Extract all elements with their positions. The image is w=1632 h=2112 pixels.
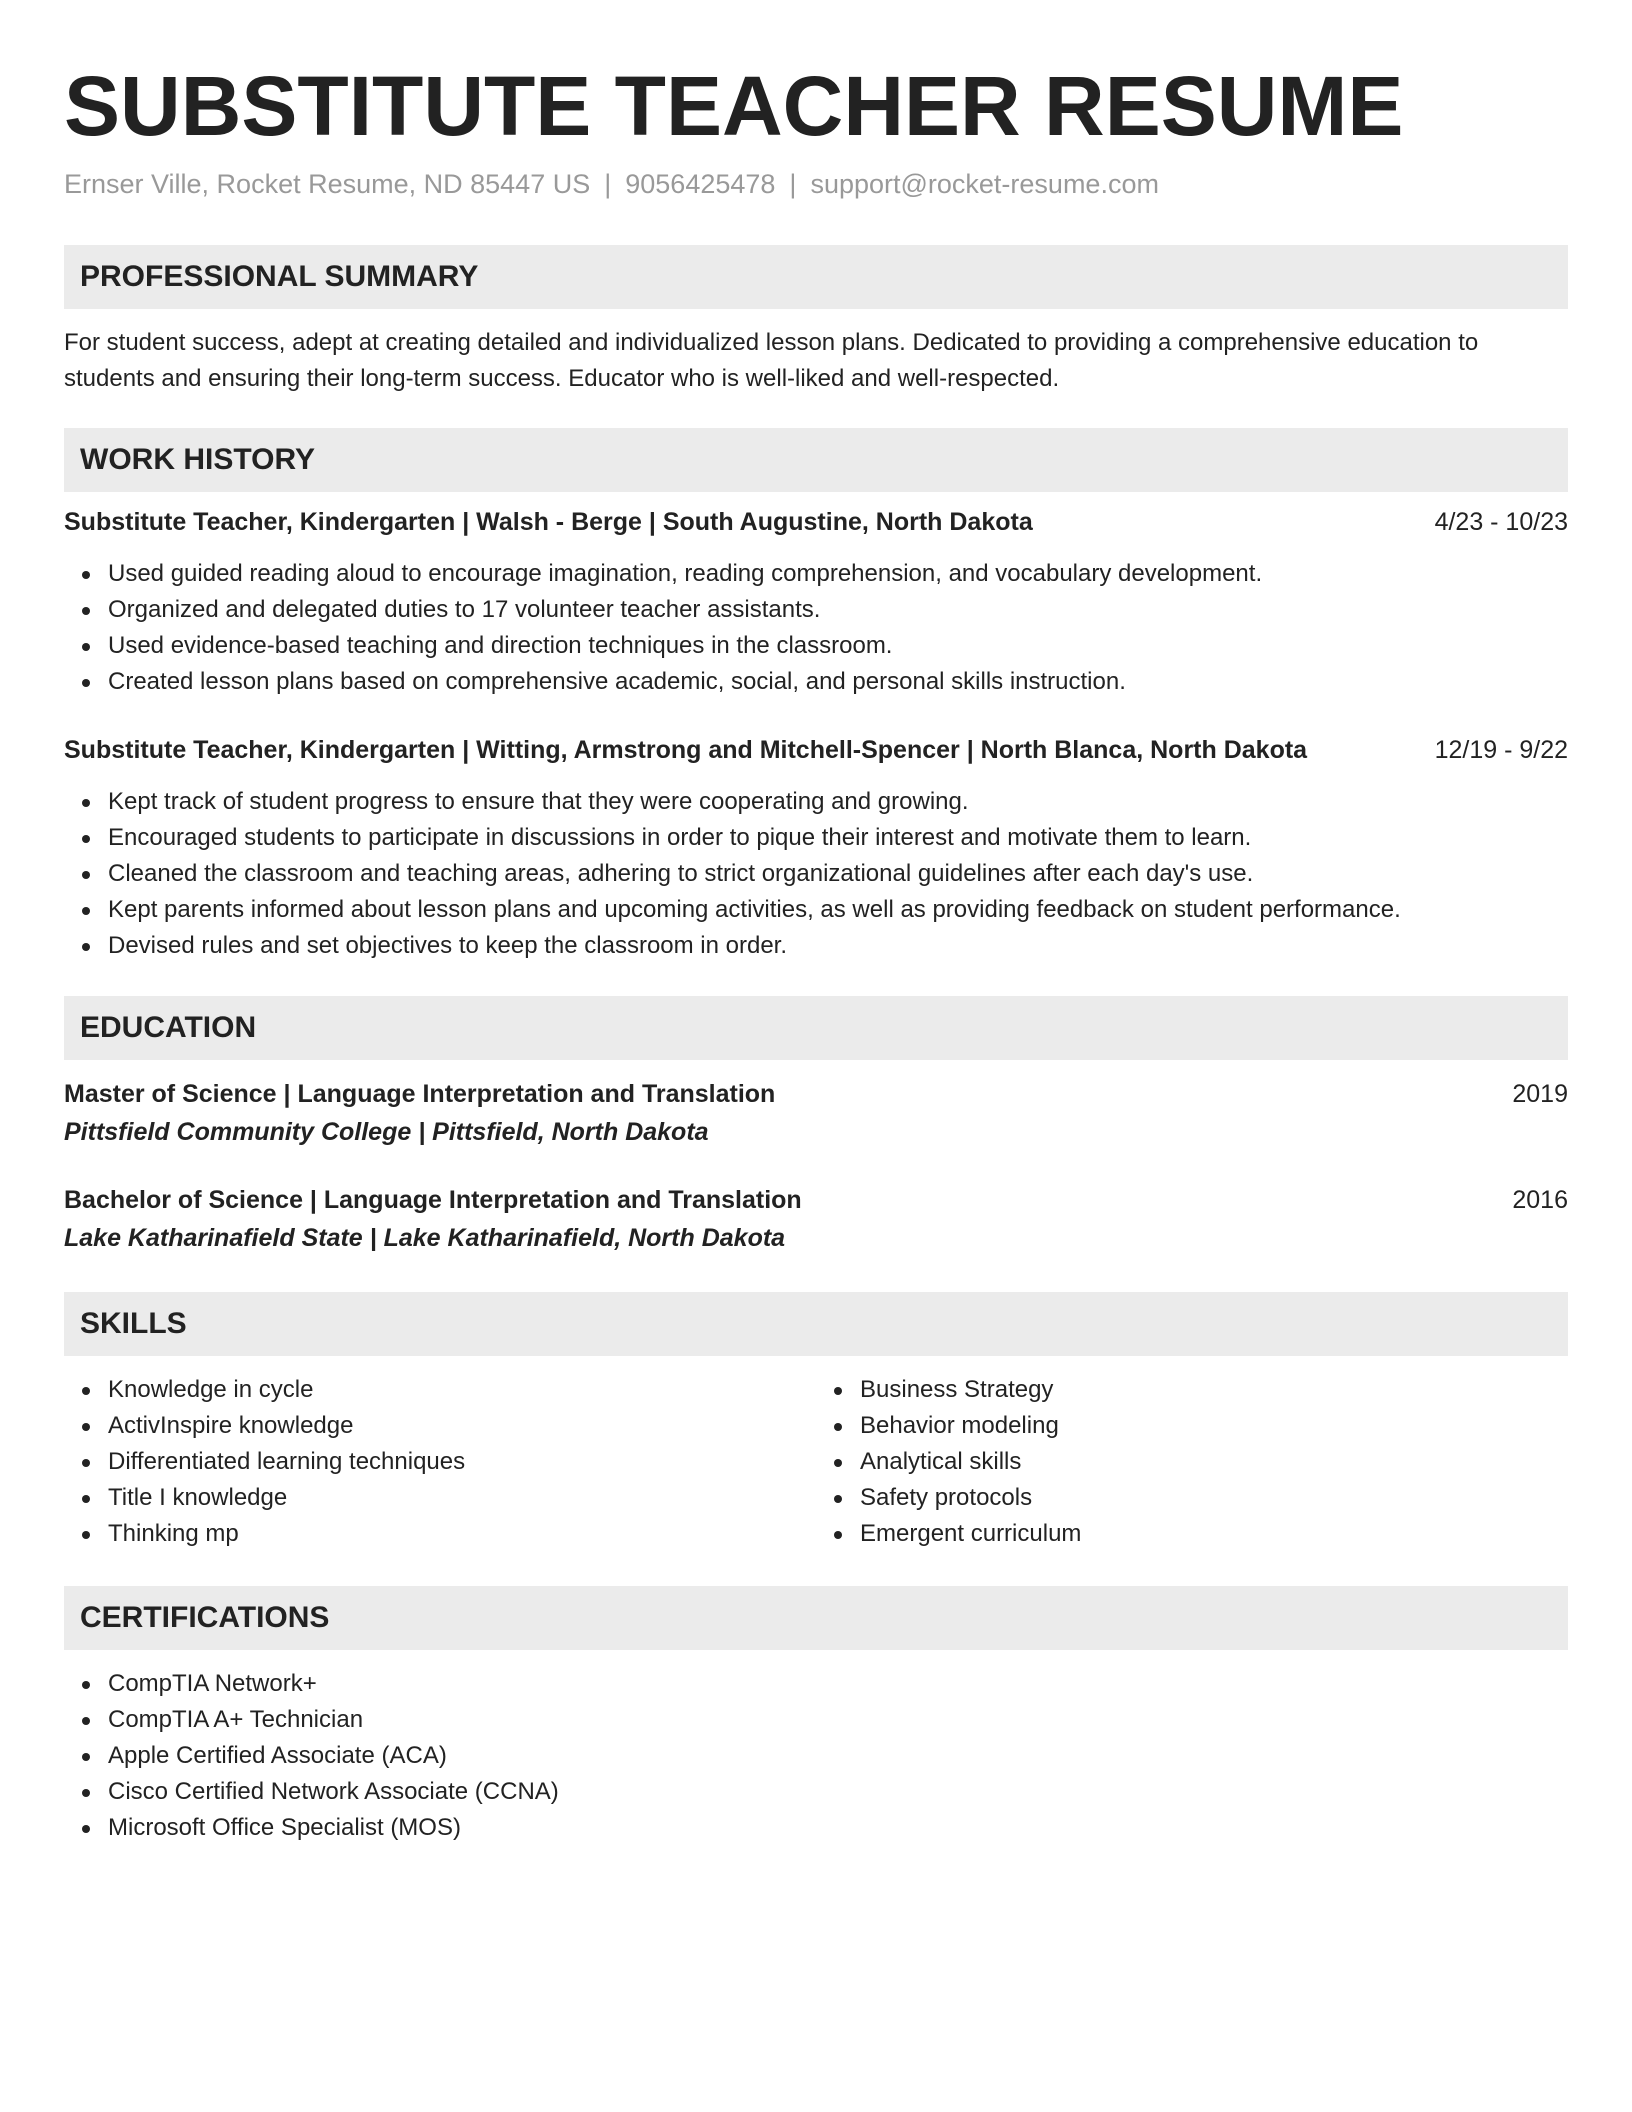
education-entry [64,1182,1568,1258]
job-bullet: Used guided reading aloud to encourage imagination, reading comprehension, and vocabulary development. [108,556,1568,592]
contact-email: support@rocket-resume.com [810,169,1159,199]
education-year: 2019 [1512,1080,1568,1108]
certification-item: Cisco Certified Network Associate (CCNA) [108,1774,1568,1810]
section-heading-work-history: WORK HISTORY [64,428,1568,492]
skills-grid [64,1356,1568,1552]
job-entry [64,504,1568,700]
skill-item: Title I knowledge [108,1480,816,1516]
skill-item: Business Strategy [860,1372,1568,1408]
skill-item: Knowledge in cycle [108,1372,816,1408]
certification-item: CompTIA Network+ [108,1666,1568,1702]
section-heading-education: EDUCATION [64,996,1568,1060]
job-dates: 12/19 - 9/22 [1434,736,1568,764]
education-header [64,1076,1568,1112]
education-entry [64,1076,1568,1152]
contact-phone: 9056425478 [625,169,776,199]
job-bullets [64,556,1568,700]
certification-item: Apple Certified Associate (ACA) [108,1738,1568,1774]
contact-line [64,166,1568,202]
job-bullet: Encouraged students to participate in discussions in order to pique their interest and motivate them to learn. [108,820,1568,856]
contact-separator: | [789,169,797,199]
job-header [64,504,1568,540]
skills-list-left [64,1372,816,1552]
job-bullet: Kept track of student progress to ensure that they were cooperating and growing. [108,784,1568,820]
skills-list-right [816,1372,1568,1552]
skill-item: ActivInspire knowledge [108,1408,816,1444]
skill-item: Thinking mp [108,1516,816,1552]
job-title: Substitute Teacher, Kindergarten | Walsh - Berge | South Augustine, North Dakota [64,508,1033,536]
summary-text: For student success, adept at creating detailed and individualized lesson plans. Dedicated to providing a comprehensive education to students and ensuring their long-term success. Educator who is well-liked and well-respected. [64,329,1479,392]
job-bullet: Created lesson plans based on comprehensive academic, social, and personal skills instruction. [108,664,1568,700]
job-bullets [64,784,1568,964]
education-header [64,1182,1568,1218]
section-heading-skills: SKILLS [64,1292,1568,1356]
job-bullet: Devised rules and set objectives to keep the classroom in order. [108,928,1568,964]
contact-address: Ernser Ville, Rocket Resume, ND 85447 US [64,169,591,199]
section-heading-summary: PROFESSIONAL SUMMARY [64,245,1568,309]
job-entry [64,732,1568,964]
job-dates: 4/23 - 10/23 [1434,508,1568,536]
education-degree: Master of Science | Language Interpretation and Translation [64,1080,776,1108]
skill-item: Behavior modeling [860,1408,1568,1444]
contact-separator: | [604,169,612,199]
job-bullet: Used evidence-based teaching and direction techniques in the classroom. [108,628,1568,664]
certification-item: Microsoft Office Specialist (MOS) [108,1810,1568,1846]
certifications-list [64,1666,1568,1846]
skill-item: Analytical skills [860,1444,1568,1480]
skill-item: Safety protocols [860,1480,1568,1516]
resume-title: SUBSTITUTE TEACHER RESUME [64,59,1404,153]
resume-page [64,0,1568,1846]
job-header [64,732,1568,768]
job-bullet: Cleaned the classroom and teaching areas, adhering to strict organizational guidelines after each day's use. [108,856,1568,892]
job-bullet: Kept parents informed about lesson plans and upcoming activities, as well as providing feedback on student performance. [108,892,1568,928]
certification-item: CompTIA A+ Technician [108,1702,1568,1738]
skill-item: Emergent curriculum [860,1516,1568,1552]
job-title: Substitute Teacher, Kindergarten | Witting, Armstrong and Mitchell-Spencer | North Blanca, North Dakota [64,736,1308,764]
skill-item: Differentiated learning techniques [108,1444,816,1480]
education-school: Pittsfield Community College | Pittsfield, North Dakota [64,1118,709,1146]
education-degree: Bachelor of Science | Language Interpretation and Translation [64,1186,802,1214]
section-heading-certifications: CERTIFICATIONS [64,1586,1568,1650]
job-bullet: Organized and delegated duties to 17 volunteer teacher assistants. [108,592,1568,628]
education-year: 2016 [1512,1186,1568,1214]
education-school: Lake Katharinafield State | Lake Katharinafield, North Dakota [64,1224,786,1252]
